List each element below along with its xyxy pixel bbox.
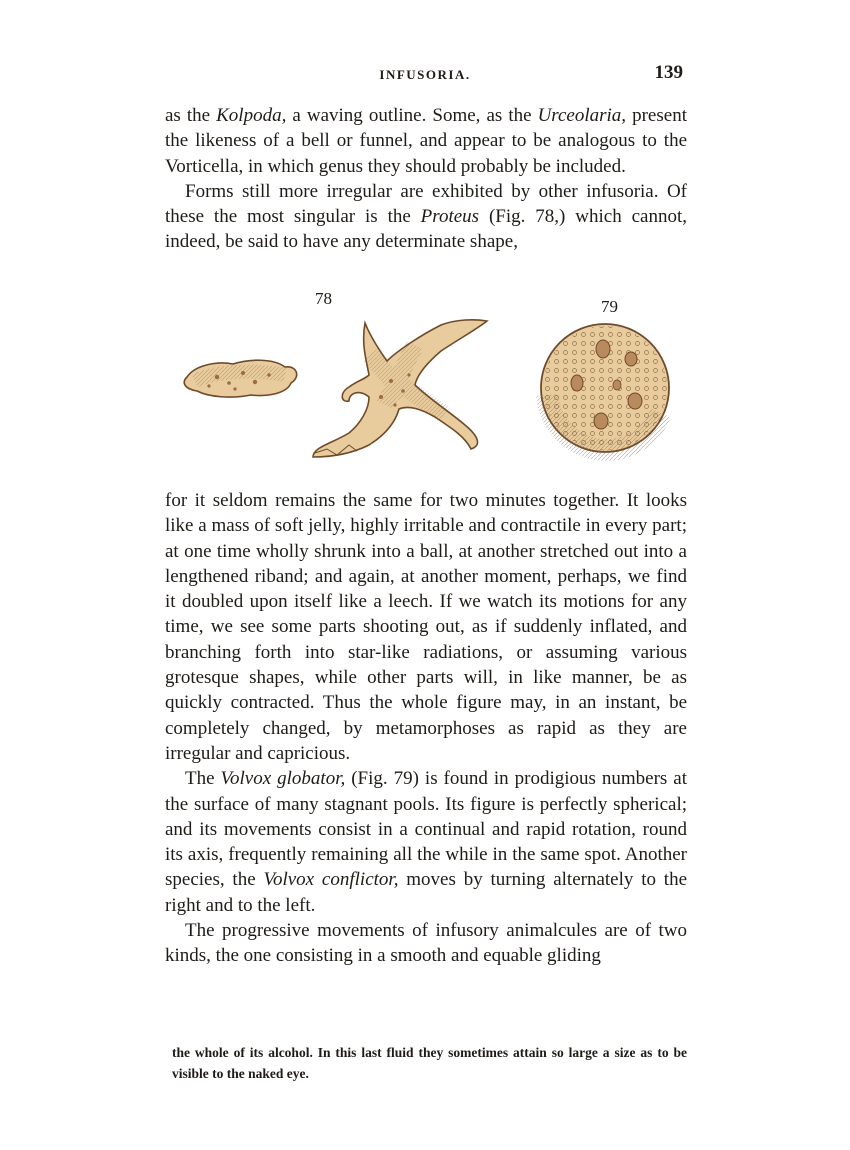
page-number: 139 — [654, 62, 683, 83]
figure-label-79: 79 — [601, 297, 618, 316]
genus-kolpoda: Kolpoda, — [216, 105, 287, 126]
paragraph-4 — [165, 766, 687, 918]
figure-plate — [165, 285, 695, 485]
species-volvox-globator: Volvox globator, — [220, 768, 346, 790]
genus-proteus: Proteus — [420, 206, 480, 228]
volvox-globator-drawing — [541, 324, 669, 452]
text-run: (Fig. 79) is found in prodigious numbers at the surface of many stagnant pools. Its figure is perfectly spherical; and its movements consist in a continual and rapid rotation, round its axis, frequently remaining all the while in the same spot. Another species, the — [165, 768, 687, 891]
text-run: for it seldom remains the same for two minutes together. It looks like a mass of soft jelly, highly irritable and contractile in every part; at one time wholly shrunk into a ball, at another stretched out into a lengthened riband; and again, at another moment, perhaps, we find it doubled upon itself like a leech. If we watch its motions for any time, we see some parts shooting out, as if suddenly inflated, and branching forth into star-like radiations, or assuming various grotesque shapes, while other parts will, in like manner, be as quickly contracted. Thus the whole figure may, in an instant, be completely changed, by metamorphoses as rapid as they are irregular and capricious. — [165, 490, 687, 764]
text-run: a waving outline. Some, as the — [286, 105, 538, 126]
text-run: moves by turning alternately to the right and to the left. — [165, 869, 688, 916]
figure-illustrations — [165, 285, 695, 485]
proteus-star-drawing — [313, 320, 487, 457]
paragraph-5 — [165, 918, 687, 969]
text-block-upper — [165, 103, 687, 255]
figure-label-78: 78 — [315, 289, 332, 308]
text-run: present the likeness of a bell or funnel, and appear to be analogous to the Vorticella, in which genus they should probably be included. — [165, 105, 687, 177]
text-run: (Fig. 78,) which cannot, indeed, be said to have any determinate shape, — [165, 206, 687, 253]
text-run: The progressive movements of infusory animalcules are of two kinds, the one consisting in a smooth and equable gliding — [165, 920, 687, 967]
text-run: Forms still more irregular are exhibited by other infusoria. Of these the most singular is the — [165, 180, 687, 228]
text-run: as the — [165, 105, 217, 126]
paragraph-3 — [165, 488, 687, 766]
text-run: The — [185, 768, 221, 790]
paragraph-1 — [165, 103, 687, 179]
footnote: the whole of its alcohol. In this last fluid they sometimes attain so large a size as to be visible to the naked eye. — [172, 1045, 687, 1081]
proteus-blob-drawing — [184, 360, 296, 397]
species-volvox-conflictor: Volvox conflictor, — [263, 869, 399, 891]
page-header — [165, 62, 685, 86]
text-block-lower — [165, 488, 687, 969]
genus-urceolaria: Urceolaria, — [537, 105, 627, 126]
running-head: INFUSORIA. — [379, 67, 471, 82]
paragraph-2 — [165, 179, 687, 255]
